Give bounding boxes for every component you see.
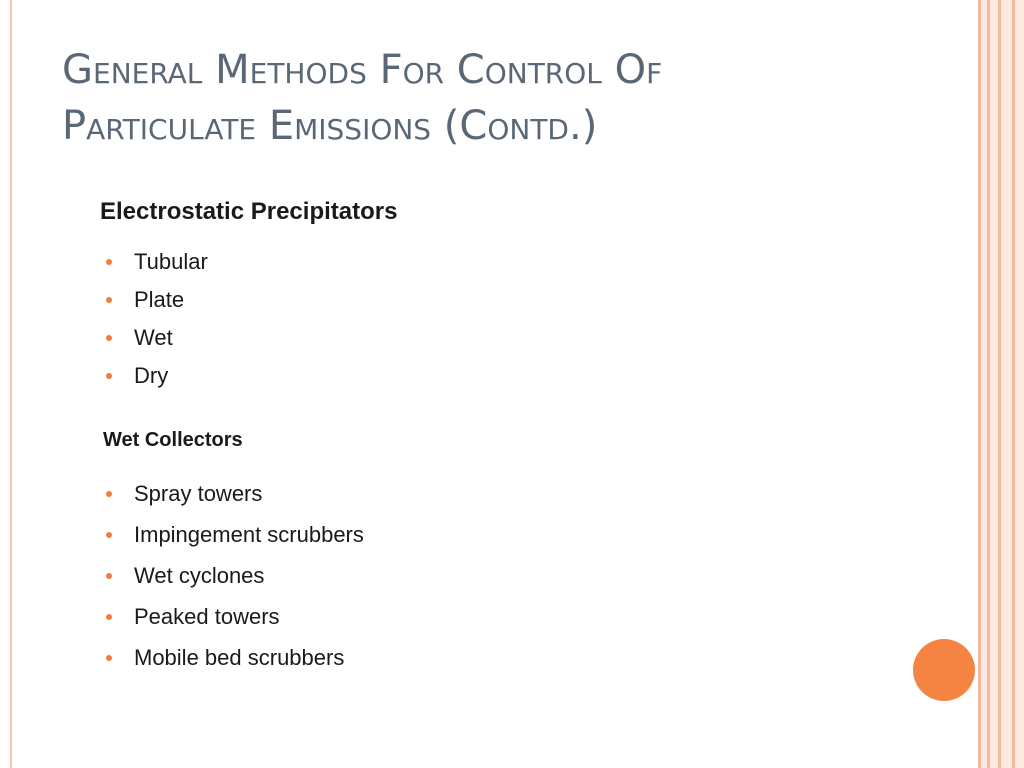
section-heading-electrostatic-precipitators: Electrostatic Precipitators	[100, 198, 398, 225]
bullet-dot-icon	[106, 532, 112, 538]
bullet-dot-icon	[106, 614, 112, 620]
bullet-list-electrostatic-precipitators	[102, 246, 208, 398]
list-item	[102, 600, 364, 641]
bullet-dot-icon	[106, 297, 112, 303]
list-item	[102, 284, 208, 322]
list-item-text: Dry	[134, 363, 169, 388]
list-item	[102, 518, 364, 559]
bullet-dot-icon	[106, 259, 112, 265]
slide-title-line-1: General Methods For Control Of	[62, 47, 663, 93]
list-item	[102, 360, 208, 398]
decorative-stripe	[1015, 0, 1024, 768]
list-item-text: Mobile bed scrubbers	[134, 645, 345, 670]
list-item-text: Tubular	[134, 249, 208, 274]
list-item	[102, 246, 208, 284]
left-border-rule	[10, 0, 12, 768]
list-item-text: Peaked towers	[134, 604, 280, 629]
list-item	[102, 559, 364, 600]
list-item-text: Impingement scrubbers	[134, 522, 364, 547]
list-item-text: Plate	[134, 287, 185, 312]
slide-title	[62, 42, 962, 154]
list-item-text: Wet	[134, 325, 173, 350]
decorative-stripe	[1001, 0, 1012, 768]
list-item-text: Spray towers	[134, 481, 263, 506]
list-item	[102, 322, 208, 360]
bullet-dot-icon	[106, 373, 112, 379]
list-item-text: Wet cyclones	[134, 563, 265, 588]
section-heading-wet-collectors: Wet Collectors	[103, 429, 243, 451]
bullet-dot-icon	[106, 655, 112, 661]
bullet-dot-icon	[106, 491, 112, 497]
slide-title-line-2: Particulate Emissions (Contd.)	[62, 103, 598, 149]
bullet-dot-icon	[106, 335, 112, 341]
bullet-dot-icon	[106, 573, 112, 579]
list-item	[102, 641, 364, 682]
bullet-list-wet-collectors	[102, 477, 364, 682]
list-item	[102, 477, 364, 518]
decorative-stripe	[990, 0, 998, 768]
decorative-circle-icon	[913, 639, 975, 701]
